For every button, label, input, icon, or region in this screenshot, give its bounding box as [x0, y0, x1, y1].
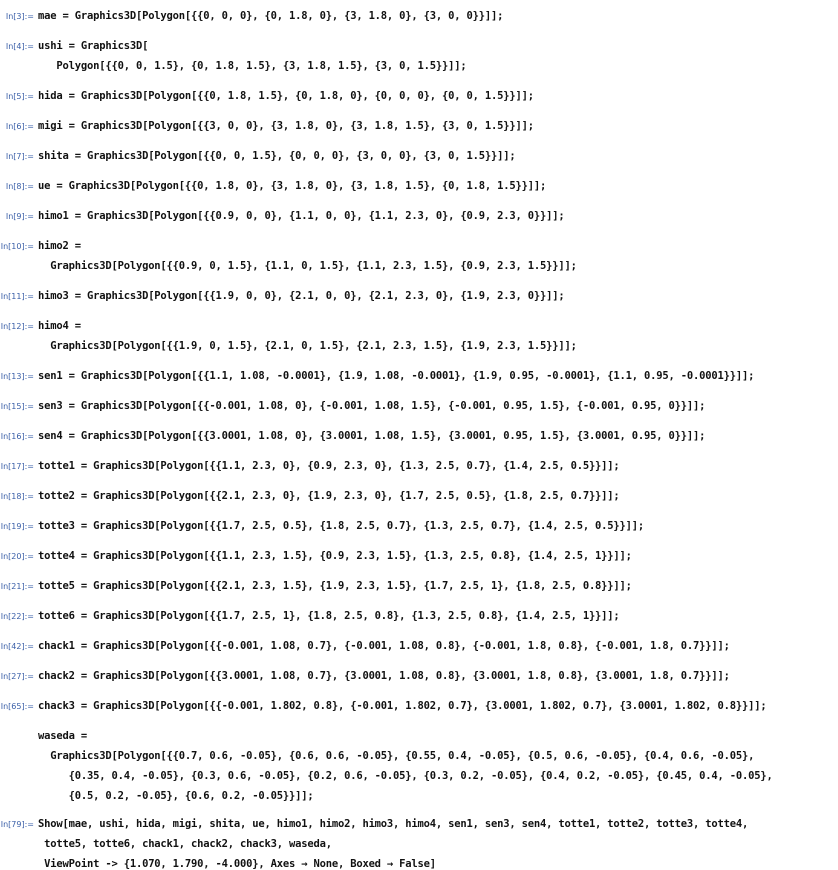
code-line[interactable]: chack2 = Graphics3D[Polygon[{{3.0001, 1.08, 0.7}, {3.0001, 1.08, 0.8}, {3.0001, 1.8, 0.8}, {3.0001, 1.8, 0.7}}]];: [38, 670, 730, 682]
code-line[interactable]: totte3 = Graphics3D[Polygon[{{1.7, 2.5, 0.5}, {1.8, 2.5, 0.7}, {1.3, 2.5, 0.7}, {1.4, 2.5, 0.5}}]];: [38, 520, 645, 532]
cell-input-label: In[12]:=: [0, 322, 34, 331]
cell-input-label: In[11]:=: [0, 292, 34, 301]
cell-input-label: In[6]:=: [5, 122, 34, 131]
code-line[interactable]: shita = Graphics3D[Polygon[{{0, 0, 1.5}, {0, 0, 0}, {3, 0, 0}, {3, 0, 1.5}}]];: [38, 150, 516, 162]
cell-input-label: In[42]:=: [0, 642, 34, 651]
cell-input-label: In[5]:=: [5, 92, 34, 101]
cell-input-label: In[3]:=: [5, 12, 34, 21]
code-line[interactable]: himo4 =: [38, 320, 81, 332]
cell-input-label: In[16]:=: [0, 432, 34, 441]
code-line[interactable]: totte6 = Graphics3D[Polygon[{{1.7, 2.5, 1}, {1.8, 2.5, 0.8}, {1.3, 2.5, 0.8}, {1.4, 2.5, 1}}]];: [38, 610, 620, 622]
code-line[interactable]: waseda =: [38, 730, 87, 742]
code-line[interactable]: sen1 = Graphics3D[Polygon[{{1.1, 1.08, -0.0001}, {1.9, 1.08, -0.0001}, {1.9, 0.95, -0.0001}, {1.1, 0.95, -0.0001}}]];: [38, 370, 755, 382]
code-line[interactable]: himo1 = Graphics3D[Polygon[{{0.9, 0, 0}, {1.1, 0, 0}, {1.1, 2.3, 0}, {0.9, 2.3, 0}}]];: [38, 210, 565, 222]
code-line[interactable]: totte4 = Graphics3D[Polygon[{{1.1, 2.3, 1.5}, {0.9, 2.3, 1.5}, {1.3, 2.5, 0.8}, {1.4, 2.5, 1}}]];: [38, 550, 632, 562]
cell-input-label: In[27]:=: [0, 672, 34, 681]
cell-input-label: In[21]:=: [0, 582, 34, 591]
cell-input-label: In[10]:=: [0, 242, 34, 251]
code-line[interactable]: {0.35, 0.4, -0.05}, {0.3, 0.6, -0.05}, {0.2, 0.6, -0.05}, {0.3, 0.2, -0.05}, {0.4, 0.2, -0.05}, {0.45, 0.4, -0.05},: [38, 770, 773, 782]
cell-input-label: In[4]:=: [5, 42, 34, 51]
code-line[interactable]: sen4 = Graphics3D[Polygon[{{3.0001, 1.08, 0}, {3.0001, 1.08, 1.5}, {3.0001, 0.95, 1.5}, {3.0001, 0.95, 0}}]];: [38, 430, 706, 442]
code-line[interactable]: mae = Graphics3D[Polygon[{{0, 0, 0}, {0, 1.8, 0}, {3, 1.8, 0}, {3, 0, 0}}]];: [38, 10, 504, 22]
code-line[interactable]: Graphics3D[Polygon[{{0.9, 0, 1.5}, {1.1, 0, 1.5}, {1.1, 2.3, 1.5}, {0.9, 2.3, 1.5}}]];: [38, 260, 577, 272]
cell-input-label: In[9]:=: [5, 212, 34, 221]
code-line[interactable]: hida = Graphics3D[Polygon[{{0, 1.8, 1.5}, {0, 1.8, 0}, {0, 0, 0}, {0, 0, 1.5}}]];: [38, 90, 534, 102]
code-line[interactable]: ushi = Graphics3D[: [38, 40, 149, 52]
code-line[interactable]: himo3 = Graphics3D[Polygon[{{1.9, 0, 0}, {2.1, 0, 0}, {2.1, 2.3, 0}, {1.9, 2.3, 0}}]];: [38, 290, 565, 302]
code-line[interactable]: totte1 = Graphics3D[Polygon[{{1.1, 2.3, 0}, {0.9, 2.3, 0}, {1.3, 2.5, 0.7}, {1.4, 2.5, 0.5}}]];: [38, 460, 620, 472]
code-line[interactable]: chack3 = Graphics3D[Polygon[{{-0.001, 1.802, 0.8}, {-0.001, 1.802, 0.7}, {3.0001, 1.802, 0.7}, {3.0001, 1.802, 0.8}}]];: [38, 700, 767, 712]
code-line[interactable]: himo2 =: [38, 240, 81, 252]
code-line[interactable]: ViewPoint -> {1.070, 1.790, -4.000}, Axes → None, Boxed → False]: [38, 858, 436, 870]
cell-input-label: In[22]:=: [0, 612, 34, 621]
code-line[interactable]: Graphics3D[Polygon[{{0.7, 0.6, -0.05}, {0.6, 0.6, -0.05}, {0.55, 0.4, -0.05}, {0.5, 0.6, -0.05}, {0.4, 0.6, -0.05},: [38, 750, 755, 762]
cell-input-label: In[20]:=: [0, 552, 34, 561]
cell-input-label: In[8]:=: [5, 182, 34, 191]
code-line[interactable]: migi = Graphics3D[Polygon[{{3, 0, 0}, {3, 1.8, 0}, {3, 1.8, 1.5}, {3, 0, 1.5}}]];: [38, 120, 534, 132]
cell-input-label: In[65]:=: [0, 702, 34, 711]
code-line[interactable]: Graphics3D[Polygon[{{1.9, 0, 1.5}, {2.1, 0, 1.5}, {2.1, 2.3, 1.5}, {1.9, 2.3, 1.5}}]];: [38, 340, 577, 352]
cell-input-label: In[18]:=: [0, 492, 34, 501]
cell-input-label: In[15]:=: [0, 402, 34, 411]
code-line[interactable]: sen3 = Graphics3D[Polygon[{{-0.001, 1.08, 0}, {-0.001, 1.08, 1.5}, {-0.001, 0.95, 1.5}, {-0.001, 0.95, 0}}]];: [38, 400, 706, 412]
code-line[interactable]: ue = Graphics3D[Polygon[{{0, 1.8, 0}, {3, 1.8, 0}, {3, 1.8, 1.5}, {0, 1.8, 1.5}}]];: [38, 180, 547, 192]
code-line[interactable]: chack1 = Graphics3D[Polygon[{{-0.001, 1.08, 0.7}, {-0.001, 1.08, 0.8}, {-0.001, 1.8, 0.8}, {-0.001, 1.8, 0.7}}]];: [38, 640, 730, 652]
cell-input-label: In[13]:=: [0, 372, 34, 381]
code-line[interactable]: totte5, totte6, chack1, chack2, chack3, waseda,: [38, 838, 332, 850]
cell-input-label: In[79]:=: [0, 820, 34, 829]
cell-input-label: In[19]:=: [0, 522, 34, 531]
code-line[interactable]: Show[mae, ushi, hida, migi, shita, ue, himo1, himo2, himo3, himo4, sen1, sen3, sen4, totte1, totte2, totte3, totte4,: [38, 818, 749, 830]
code-line[interactable]: Polygon[{{0, 0, 1.5}, {0, 1.8, 1.5}, {3, 1.8, 1.5}, {3, 0, 1.5}}]];: [38, 60, 467, 72]
code-line[interactable]: totte2 = Graphics3D[Polygon[{{2.1, 2.3, 0}, {1.9, 2.3, 0}, {1.7, 2.5, 0.5}, {1.8, 2.5, 0.7}}]];: [38, 490, 620, 502]
cell-input-label: In[17]:=: [0, 462, 34, 471]
code-line[interactable]: totte5 = Graphics3D[Polygon[{{2.1, 2.3, 1.5}, {1.9, 2.3, 1.5}, {1.7, 2.5, 1}, {1.8, 2.5, 0.8}}]];: [38, 580, 632, 592]
code-line[interactable]: {0.5, 0.2, -0.05}, {0.6, 0.2, -0.05}}]];: [38, 790, 314, 802]
cell-input-label: In[7]:=: [5, 152, 34, 161]
